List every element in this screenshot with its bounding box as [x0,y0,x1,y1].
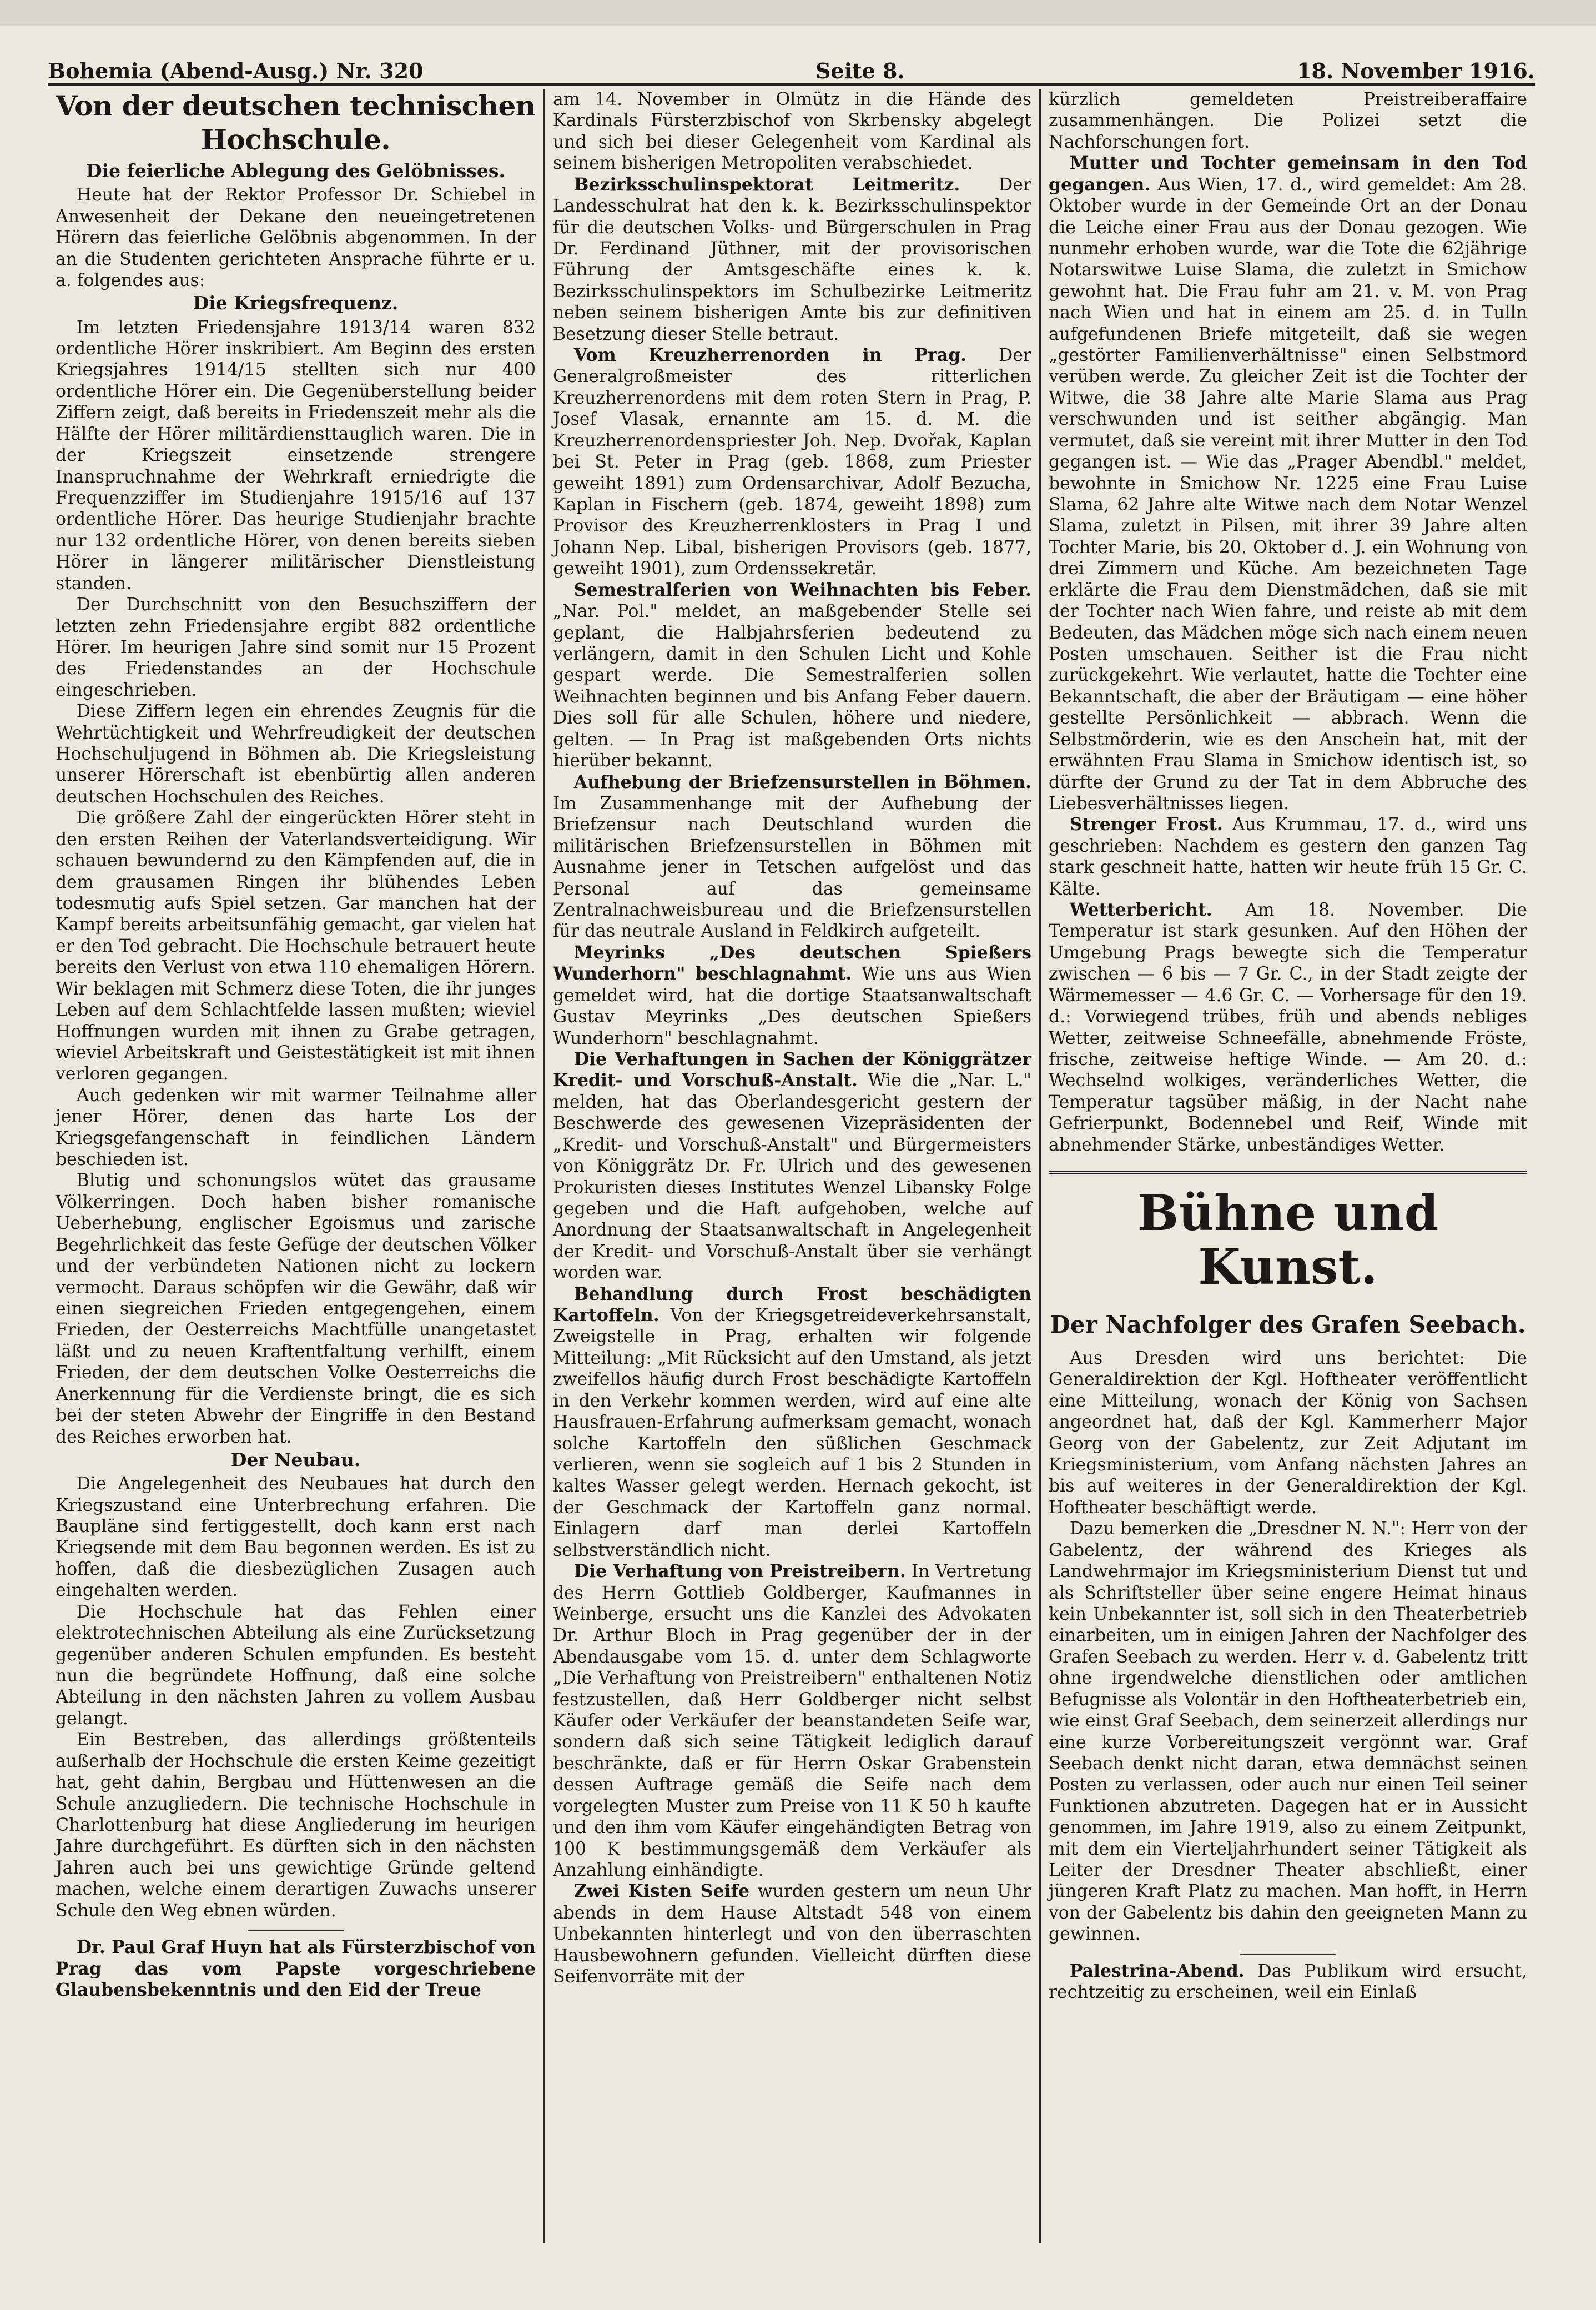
news-heading: Aufhebung der Briefzensurstellen in Böhmen. [573,771,1031,792]
news-text: Der Landesschulrat hat den k. k. Bezirksschulinspektor für die deutschen Volks- und Bürgerschulen in Prag Dr. Ferdinand Jüthner, mit der provisorischen Führung der Amtsgeschäfte eines k. k. Bezirksschulinspektors im Schulbezirke Leitmeritz neben seinem bisherigen Amte bis zur definitiven Besetzung dieser Stelle betraut. [553,174,1032,344]
news-text: Aus Krummau, 17. d., wird uns geschrieben: Nachdem es gestern den ganzen Tag stark geschneit hatte, hatten wir heute früh 15 Gr. C. Kälte. [1049,815,1527,899]
news-text: „Nar. Pol." meldet, an maßgebender Stelle sei geplant, die Halbjahrsferien bedeutend zu verlängern, damit in den Schulen Licht und Kohle gespart werde. Die Semestralferien sollen Weihnachten beginnen und bis Anfang Feber dauern. Dies soll für alle Schulen, höhere und niedere, gelten. — In Prag ist maßgebenden Orts nichts hierüber bekannt. [553,601,1031,771]
subheading: Die Kriegsfrequenz. [193,292,399,314]
paragraph: Ein Bestreben, das allerdings größtenteils außerhalb der Hochschule die ersten Keime gezeitigt hat, geht dahin, Bergbau und Hüttenwesen an die Schule anzugliedern. Die technische Hochschule in Charlottenburg hat diese Angliederung im heurigen Jahre durchgeführt. Es dürften sich in den nächsten Jahren auch bei uns gewichtige Gründe geltend machen, welche einem derartigen Zuwachs unserer Schule den Weg ebnen würden. [56,1730,536,1921]
news-heading: Behandlung durch Frost beschädigten Kartoffeln. [553,1283,1031,1326]
paragraph: Heute hat der Rektor Professor Dr. Schiebel in Anwesenheit der Dekane den neueingetretenen Hörern das feierliche Gelöbnis abgenommen. In der an die Studenten gerichteten Ansprache führte er u. a. folgendes aus: [56,185,536,290]
paragraph: Blutig und schonungslos wütet das grausame Völkerringen. Doch haben bisher romanische Ueberhebung, englischer Egoismus und zarische Begehrlichkeit das feste Gefüge der deutschen Völker und der verbündeten Nationen nicht zu lockern vermocht. Daraus schöpfen wir die Gewähr, daß wir einen siegreichen Frieden entgegengehen, einem Frieden, der Oesterreichs Machtfülle unangetastet läßt und zu neuen Kraftentfaltung verhilft, einem Frieden, der dem deutschen Volke Oesterreichs die Anerkennung für die Verdienste bringt, die es sich bei der steten Abwehr der Eingriffe in den Bestand des Reiches erworben hat. [56,1171,536,1447]
paragraph: Dr. Paul Graf Huyn hat als Fürsterzbischof von Prag das vom Papste vorgeschriebene Glaubensbekenntnis und den Eid der Treue [56,1937,536,2000]
news-text: Das Publikum wird ersucht, rechtzeitig zu erscheinen, weil ein Einlaß [1049,1961,1527,2003]
subheading: Der Neubau. [230,1448,361,1470]
news-heading: Mutter und Tochter gemeinsam in den Tod gegangen. [1049,153,1527,195]
section-title: Bühne und Kunst. [1049,1171,1527,1299]
paragraph: Die Hochschule hat das Fehlen einer elektrotechnischen Abteilung als eine Zurücksetzung gegenüber anderen Schulen empfunden. Es besteht nun die begründete Hoffnung, daß eine solche Abteilung in den nächsten Jahren zu vollem Ausbau gelangt. [56,1601,536,1729]
news-heading: Meyrinks „Des deutschen Spießers Wunderhorn" beschlagnahmt. [553,942,1031,985]
paragraph: Diese Ziffern legen ein ehrendes Zeugnis für die Wehrtüchtigkeit und Wehrfreudigkeit der deutschen Hochschuljugend in Böhmen ab. Die Kriegsleistung unserer Hörerschaft ist ebenbürtig allen anderen deutschen Hochschulen des Reiches. [56,701,536,807]
news-heading: Zwei Kisten Seife [573,1881,750,1902]
news-heading: Semestralferien von Weihnachten bis Feber. [573,579,1031,600]
header-rule [48,83,1535,86]
article-title: Von der deutschen technischen Hochschule. [56,89,536,156]
news-heading: Wetterbericht. [1069,900,1212,921]
news-text: Wie die „Nar. L." melden, hat das Oberlandesgericht gestern der Beschwerde des gewesenen Vizepräsidenten der „Kredit- und Vorschuß-Anstalt" und Bürgermeisters von Königgrätz Dr. Fr. Ulrich und des gewesenen Prokuristen dieses Institutes Wenzel Libansky Folge gegeben und die Haft aufgehoben, welche auf Anordnung der Staatsanwaltschaft in Angelegenheit der Kredit- und Vorschuß-Anstalt über sie verhängt worden war. [553,1071,1032,1283]
divider [248,1930,344,1931]
news-text: In Vertretung des Herrn Gottlieb Goldberger, Kaufmannes in Weinberge, ersucht uns die Kanzlei des Advokaten Dr. Arthur Bloch in Prag gegenüber der in der Abendausgabe vom 15. d. unter dem Schlagworte „Die Verhaftung von Preistreibern" enthaltenen Notiz festzustellen, daß Herr Goldberger nicht selbst Käufer oder Verkäufer der beanstandeten Seife war, sondern daß sich seine Tätigkeit lediglich darauf beschränkte, daß er für Herrn Oskar Grabenstein dessen Auftrage gemäß die Seife nach dem vorgelegten Muster zum Preise von 11 K 50 h kaufte und den ihm vom Käufer eingehändigten Betrag von 100 K bestimmungsgemäß dem Verkäufer als Anzahlung einhändigte. [553,1561,1031,1881]
header-date: 18. November 1916. [1297,58,1535,83]
paragraph: kürzlich gemeldeten Preistreiberaffaire zusammenhängen. Die Polizei setzt die Nachforschungen fort. [1049,89,1527,152]
paragraph: Die größere Zahl der eingerückten Hörer steht in den ersten Reihen der Vaterlandsverteidigung. Wir schauen bewundernd zu den Kämpfenden auf, die in dem grausamen Ringen ihr blühendes Leben todesmutig aufs Spiel setzen. Gar manchen hat der Kampf bereits arbeitsunfähig gemacht, gar vielen hat er den Tod gebracht. Die Hochschule betrauert heute bereits den Verlust von etwa 110 ehemaligen Hörern. Wir beklagen mit Schmerz diese Toten, die ihr junges Leben auf dem Schlachtfelde lassen mußten; wieviel Hoffnungen wurden mit ihnen zu Grabe getragen, wieviel Arbeitskraft und Geistestätigkeit ist mit ihnen verloren gegangen. [56,808,536,1084]
divider [1240,1954,1336,1955]
article-subtitle: Die feierliche Ablegung des Gelöbnisses. [86,160,505,182]
paragraph: Die Angelegenheit des Neubaues hat durch den Kriegszustand eine Unterbrechung erfahren. Die Baupläne sind fertiggestellt, doch kann erst nach Kriegsende mit dem Bau begonnen werden. Es ist zu hoffen, daß die diesbezüglichen Zusagen auch eingehalten werden. [56,1474,536,1601]
header-paper-issue: Bohemia (Abend-Ausg.) Nr. 320 [48,58,424,83]
section-subtitle: Der Nachfolger des Grafen Seebach. [1050,1310,1526,1338]
news-heading: Bezirksschulinspektorat Leitmeritz. [573,174,960,195]
news-heading: Die Verhaftung von Preistreibern. [573,1561,906,1582]
news-heading: Palestrina-Abend. [1069,1960,1245,1981]
news-text: Im Zusammenhange mit der Aufhebung der Briefzensur nach Deutschland wurden die militärischen Briefzensurstellen in Böhmen mit Ausnahme jener in Tetschen aufgelöst und das Personal auf das gemeinsame Zentralnachweisbureau und die Briefzensurstellen für das neutrale Ausland in Feldkirch aufgeteilt. [553,793,1031,942]
paragraph: am 14. November in Olmütz in die Hände des Kardinals Fürsterzbischof von Skrbensky abgelegt und sich bei dieser Gelegenheit vom Kardinal als seinem bisherigen Metropoliten verabschiedet. [553,89,1031,174]
news-text: Der Generalgroßmeister des ritterlichen Kreuzherrenordens mit dem roten Stern in Prag, P. Josef Vlasak, ernannte am 15. d. M. die Kreuzherrenordenspriester Joh. Nep. Dvořak, Kaplan bei St. Peter in Prag (geb. 1868, zum Priester geweiht 1891) zum Ordensarchivar, Adolf Bezucha, Kaplan in Fischern (geb. 1874, geweiht 1898) zum Provisor des Kreuzherrenklosters in Prag I und Johann Nep. Libal, bisherigen Provisors (geb. 1877, geweiht 1901), zum Ordenssekretär. [553,345,1031,579]
news-text: wurden gestern um neun Uhr abends in dem Hause Altstadt 548 von einem Unbekannten hinterlegt und von den überraschten Hausbewohnern gefunden. Vielleicht dürften diese Seifenvorräte mit der [553,1881,1031,1987]
news-text: Aus Wien, 17. d., wird gemeldet: Am 28. Oktober wurde in der Gemeinde Ort an der Donau die Leiche einer Frau aus der Donau gezogen. Wie nunmehr erhoben wurde, war die Tote die 62jährige Notarswitwe Luise Slama, die zuletzt in Smichow gewohnt hat. Die Frau fuhr am 21. v. M. von Prag nach Wien und hat in einem am 25. d. in Tulln aufgefundenen Briefe mitgeteilt, daß sie wegen „gestörter Familienverhältnisse" einen Selbstmord verüben werde. Zu gleicher Zeit ist die Tochter der Witwe, die 38 Jahre alte Marie Slama aus Prag verschwunden und ist seither abgängig. Man vermutet, daß sie vereint mit ihrer Mutter in den Tod gegangen ist. — Wie das „Prager Abendbl." meldet, bewohnte in Smichow Nr. 1225 eine Frau Luise Slama, 62 Jahre alte Witwe nach dem Notar Wenzel Slama, zuletzt in Pilsen, mit ihrer 39 Jahre alten Tochter Marie, bis 20. Oktober d. J. ein Wohnung von drei Zimmern und Küche. Am bezeichneten Tage erklärte die Frau dem Dienstmädchen, daß sie mit der Tochter nach Wien fahre, und reiste ab mit dem Bedeuten, das Mädchen möge sich nach einem neuen Posten umschauen. Seither ist die Frau nicht zurückgekehrt. Wie verlautet, hatte die Tochter eine Bekanntschaft, die aber der Bräutigam — eine höher gestellte Persönlichkeit — abbrach. Wenn die Selbstmörderin, wie es den Anschein hat, mit der erwähnten Frau Slama in Smichow identisch ist, so dürfte der Grund zu der Tat in dem Abbruche des Liebesverhältnisses liegen. [1049,174,1528,813]
column-1 [48,89,543,2243]
header-page-number: Seite 8. [815,58,905,83]
news-heading: Strenger Frost. [1069,814,1223,835]
column-3 [1039,89,1535,2243]
news-heading: Die Verhaftungen in Sachen der Königgrätzer Kredit- und Vorschuß-Anstalt. [553,1048,1031,1091]
news-text: Am 18. November. Die Temperatur ist stark gesunken. Auf den Höhen der Umgebung Prags bewegte sich die Temperatur zwischen — 6 bis — 7 Gr. C., in der Stadt zeigte der Wärmemesser — 4.6 Gr. C. — Vorhersage für den 19. d.: Vorwiegend trübes, früh und abends nebliges Wetter, zeitweise Schneefälle, abnehmende Fröste, frische, zeitweise heftige Winde. — Am 20. d.: Wechselnd wolkiges, veränderliches Wetter, die Temperatur tagsüber mäßig, in der Nacht nahe Gefrierpunkt, Bodennebel und Reif, Winde mit abnehmender Stärke, unbeständiges Wetter. [1049,900,1527,1155]
news-text: Wie uns aus Wien gemeldet wird, hat die dortige Staatsanwaltschaft Gustav Meyrinks „Des deutschen Spießers Wunderhorn" beschlagnahmt. [553,964,1031,1048]
article-columns [48,89,1535,2243]
paragraph: Aus Dresden wird uns berichtet: Die Generaldirektion der Kgl. Hoftheater veröffentlicht eine Mitteilung, wonach der König von Sachsen angeordnet hat, daß der Kgl. Kammerherr Major Georg von der Gabelentz, zur Zeit Adjutant im Kriegsministerium, vom Anfang nächsten Jahres an bis auf weiteres in der Generaldirektion der Kgl. Hoftheater beschäftigt werde. [1049,1348,1527,1518]
column-2 [543,89,1039,2243]
paragraph: Auch gedenken wir mit warmer Teilnahme aller jener Hörer, denen das harte Los der Kriegsgefangenschaft in feindlichen Ländern beschieden ist. [56,1085,536,1170]
news-heading: Vom Kreuzherrenorden in Prag. [573,345,967,366]
paragraph: Der Durchschnitt von den Besuchsziffern der letzten zehn Friedensjahre ergibt 882 ordentliche Hörer. Im heurigen Jahre sind somit nur 15 Prozent des Friedenstandes an der Hochschule eingeschrieben. [56,595,536,700]
paragraph: Im letzten Friedensjahre 1913/14 waren 832 ordentliche Hörer inskribiert. Am Beginn des ersten Kriegsjahres 1914/15 stellten sich nur 400 ordentliche Hörer ein. Die Gegenüberstellung beider Ziffern zeigt, daß bereits in Friedenszeit mehr als die Hälfte der Hörer militärdiensttauglich waren. Die in der Kriegszeit einsetzende strengere Inanspruchnahme der Wehrkraft erniedrigte die Frequenzziffer im Studienjahre 1915/16 auf 137 ordentliche Hörer. Das heurige Studienjahr brachte nur 132 ordentliche Hörer, von denen bereits sieben Hörer in längerer militärischer Dienstleistung standen. [56,317,536,594]
page-header [48,58,1535,83]
paragraph: Dazu bemerken die „Dresdner N. N.": Herr von der Gabelentz, der während des Krieges als Landwehrmajor im Kriegsministerium Dienst tut und als Schriftsteller über seine engere Heimat hinaus kein Unbekannter ist, soll sich in den Theaterbetrieb einarbeiten, um in einigen Jahren der Nachfolger des Grafen Seebach zu werden. Herr v. d. Gabelentz tritt ohne irgendwelche dienstlichen oder amtlichen Befugnisse als Volontär in den Hoftheaterbetrieb ein, wie einst Graf Seebach, dem seinerzeit allerdings nur eine kurze Vorbereitungszeit vergönnt war. Graf Seebach denkt nicht daran, etwa demnächst seinen Posten zu verlassen, oder auch nur einen Teil seiner Funktionen abzutreten. Dagegen hat er in Aussicht genommen, im Jahre 1919, also zu einem Zeitpunkt, mit dem ein Vierteljahrhundert seiner Tätigkeit als Leiter der Dresdner Theater abschließt, einer jüngeren Kraft Platz zu machen. Man hofft, in Herrn von der Gabelentz bis dahin den geeigneten Mann zu gewinnen. [1049,1519,1527,1945]
news-text: Von der Kriegsgetreideverkehrsanstalt, Zweigstelle in Prag, erhalten wir folgende Mitteilung: „Mit Rücksicht auf den Umstand, als jetzt zweifellos häufig durch Frost beschädigte Kartoffeln in den Verkehr kommen werden, wird auf eine alte Hausfrauen-Erfahrung aufmerksam gemacht, wonach solche Kartoffeln den süßlichen Geschmack verlieren, wenn sie sogleich auf 1 bis 2 Stunden in kaltes Wasser gelegt werden. Hernach gekocht, ist der Geschmack der Kartoffeln ganz normal. Einlagern darf man derlei Kartoffeln selbstverständlich nicht. [553,1305,1031,1560]
scan-margin [0,0,1596,26]
